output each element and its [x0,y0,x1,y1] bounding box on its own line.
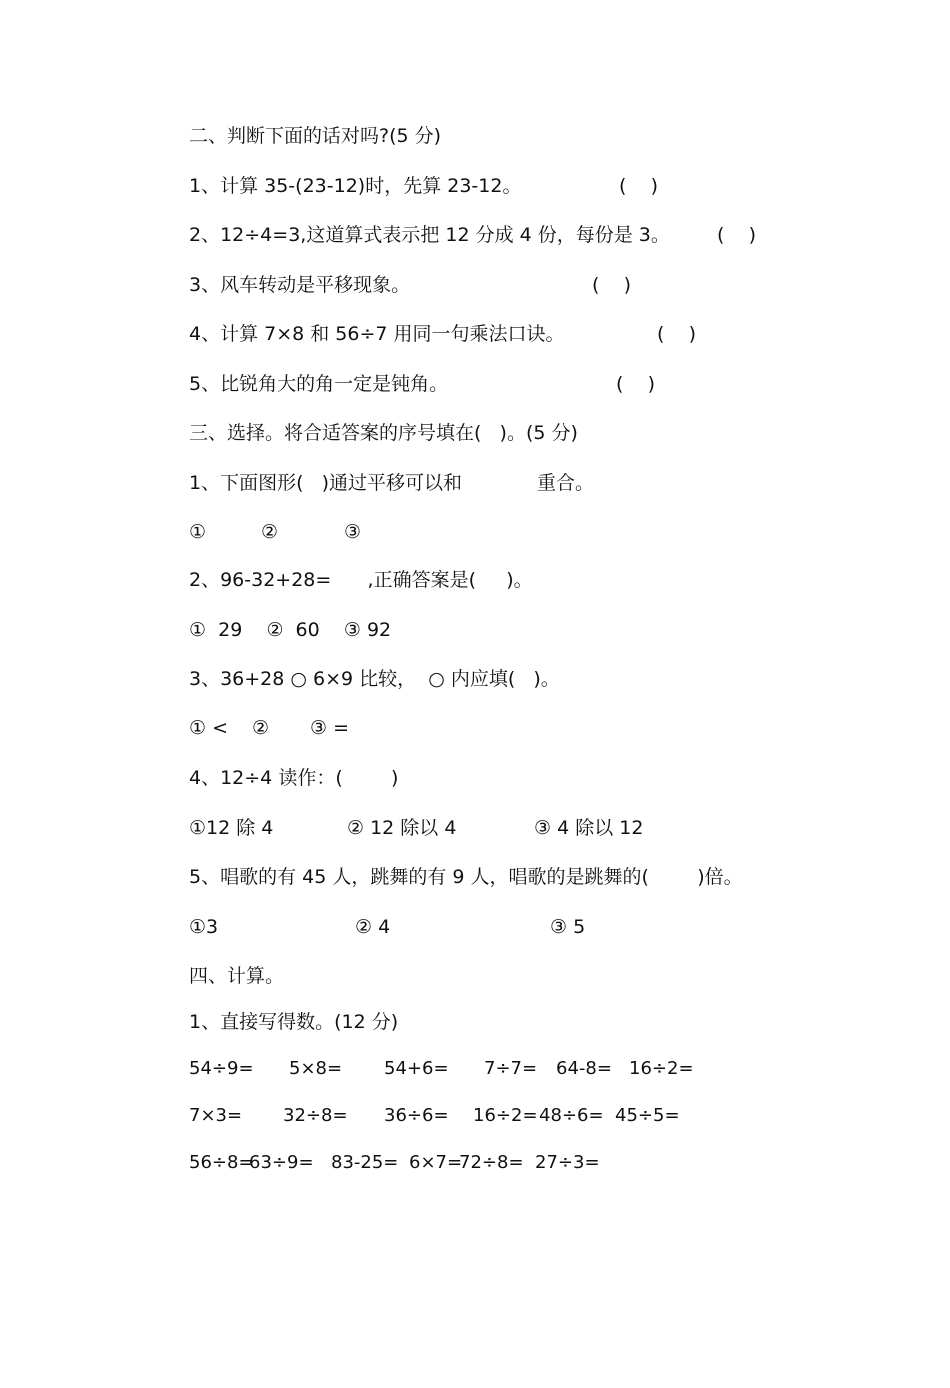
judge-item-3 [189,270,889,300]
option-3: ③ [344,521,362,543]
calc-item: 63÷9= [249,1152,314,1173]
choice-q3: 3、36+28 ○ 6×9 比较， ○ 内应填( )。 [189,668,560,690]
choice-q1-text: 1、下面图形( )通过平移可以和 [189,472,463,494]
judge-item-text: 5、比锐角大的角一定是钝角。 [189,373,449,395]
judge-item-5 [189,369,889,399]
choice-q4-options [189,813,889,843]
calc-item: 83-25= [331,1152,399,1173]
calc-item: 48÷6= [539,1105,604,1126]
option-2: ② [252,717,270,739]
option-2: ② [261,521,279,543]
judge-item-text: 2、12÷4=3,这道算式表示把 12 分成 4 份，每份是 3。 [189,224,670,246]
calc-item: 27÷3= [535,1152,600,1173]
judge-item-text: 3、风车转动是平移现象。 [189,274,411,296]
calc-row-1 [189,1054,889,1084]
option-1: ① [189,521,207,543]
calc-item: 6×7= [409,1152,463,1173]
judge-item-text: 1、计算 35-(23-12)时，先算 23-12。 [189,175,522,197]
option-1: ① < [189,717,228,739]
option-2: ② 4 [355,916,391,938]
judge-item-2 [189,220,889,250]
section-judge-heading: 二、判断下面的话对吗?(5 分) [189,125,442,147]
answer-paren: ( ) [616,373,655,395]
calc-sub-heading: 1、直接写得数。(12 分) [189,1011,399,1033]
section-calc-heading: 四、计算。 [189,965,285,987]
choice-q5-options [189,912,889,942]
option-1: ①12 除 4 [189,817,274,839]
calc-item: 45÷5= [615,1105,680,1126]
calc-item: 7×3= [189,1105,243,1126]
choice-q1 [189,468,889,498]
calc-item: 72÷8= [459,1152,524,1173]
answer-paren: ( ) [619,175,658,197]
calc-item: 7÷7= [484,1058,538,1079]
section-choice-heading: 三、选择。将合适答案的序号填在( )。(5 分) [189,422,578,444]
calc-item: 16÷2= [473,1105,538,1126]
option-3: ③ = [310,717,349,739]
judge-item-4 [189,319,889,349]
choice-q1-options [189,517,889,547]
option-3: ③ 5 [550,916,586,938]
calc-item: 16÷2= [629,1058,694,1079]
choice-q5: 5、唱歌的有 45 人，跳舞的有 9 人，唱歌的是跳舞的( )倍。 [189,866,743,888]
option-3: ③ 4 除以 12 [534,817,644,839]
choice-q2-options: ① 29 ② 60 ③ 92 [189,619,392,641]
choice-q2: 2、96-32+28= ,正确答案是( )。 [189,569,533,591]
calc-item: 56÷8= [189,1152,254,1173]
calc-item: 64-8= [556,1058,612,1079]
choice-q3-options [189,713,889,743]
judge-item-text: 4、计算 7×8 和 56÷7 用同一句乘法口诀。 [189,323,565,345]
calc-item: 54÷9= [189,1058,254,1079]
judge-item-1 [189,171,889,201]
calc-row-2 [189,1101,889,1131]
calc-item: 54+6= [384,1058,449,1079]
option-1: ①3 [189,916,219,938]
calc-item: 32÷8= [283,1105,348,1126]
choice-q4: 4、12÷4 读作：( ) [189,767,399,789]
answer-paren: ( ) [592,274,631,296]
calc-row-3 [189,1148,889,1178]
answer-paren: ( ) [717,224,756,246]
answer-paren: ( ) [657,323,696,345]
calc-item: 36÷6= [384,1105,449,1126]
option-2: ② 12 除以 4 [347,817,457,839]
choice-q1-text-end: 重合。 [537,472,595,494]
calc-item: 5×8= [289,1058,343,1079]
